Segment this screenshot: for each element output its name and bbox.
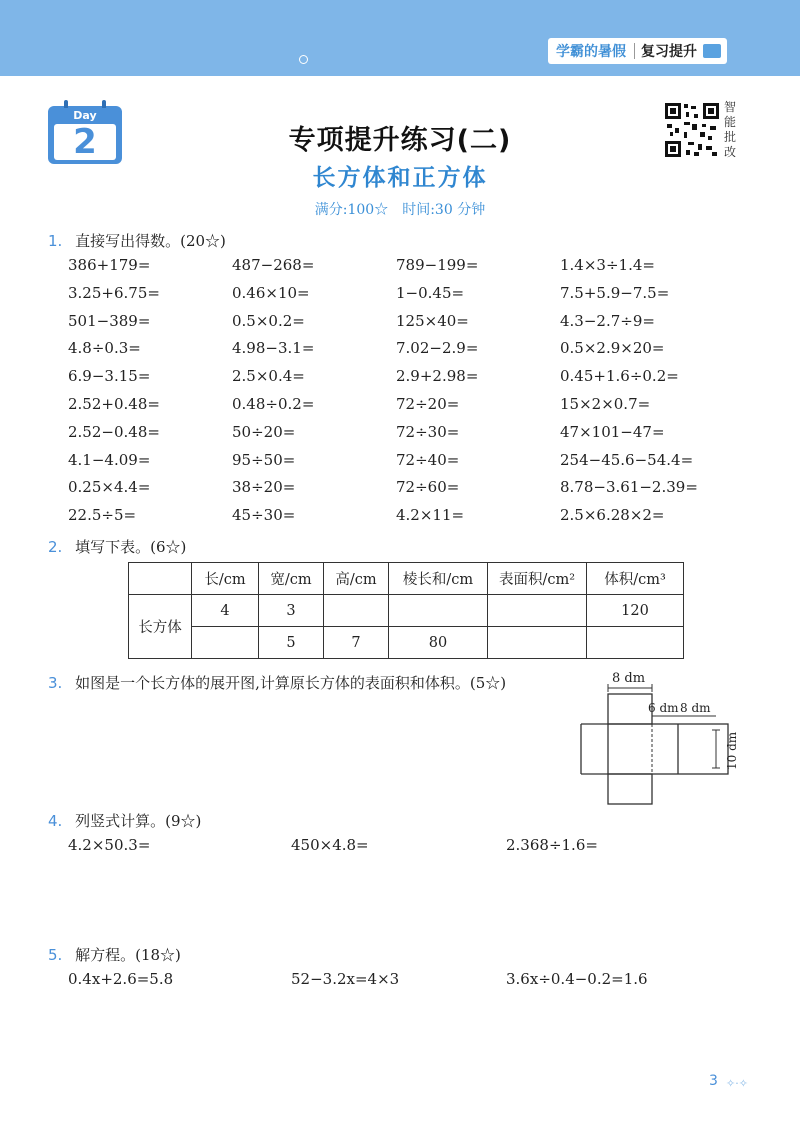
dim-label-top: 8 dm bbox=[612, 671, 646, 686]
table-header: 高/cm bbox=[324, 563, 389, 595]
arithmetic-item: 15×2×0.7= bbox=[560, 395, 651, 413]
table-cell[interactable]: 80 bbox=[389, 627, 488, 659]
dim-label-right: 8 dm bbox=[680, 701, 711, 715]
table-corner-cell bbox=[129, 563, 192, 595]
arithmetic-item: 501−389= bbox=[68, 311, 151, 330]
smart-grading-label bbox=[724, 100, 740, 160]
page-number: 3 bbox=[709, 1073, 718, 1089]
section-title: 填写下表。(6☆) bbox=[75, 538, 187, 556]
arithmetic-item: 2.9+2.98= bbox=[396, 367, 479, 386]
arithmetic-item: 2.5×0.4= bbox=[232, 367, 305, 386]
arithmetic-item: 72÷30= bbox=[396, 422, 460, 441]
net-top-face bbox=[608, 694, 652, 724]
vertical-calc-item: 4.2×50.3= bbox=[68, 836, 151, 854]
brand-badge bbox=[548, 38, 727, 64]
table-cell[interactable]: 3 bbox=[259, 595, 324, 627]
section-4-heading bbox=[48, 810, 201, 831]
dim-label-mid: 6 dm bbox=[648, 701, 679, 715]
arithmetic-item: 72÷60= bbox=[396, 478, 460, 497]
table-cell[interactable]: 4 bbox=[192, 595, 259, 627]
arithmetic-item: 0.48÷0.2= bbox=[232, 395, 315, 413]
arithmetic-item: 95÷50= bbox=[232, 450, 296, 469]
arithmetic-item: 7.02−2.9= bbox=[396, 339, 479, 358]
arithmetic-item: 6.9−3.15= bbox=[68, 367, 151, 386]
table-cell[interactable] bbox=[389, 595, 488, 627]
table-header: 宽/cm bbox=[259, 563, 324, 595]
table-header: 长/cm bbox=[192, 563, 259, 595]
arithmetic-item: 2.52−0.48= bbox=[68, 422, 160, 441]
arithmetic-item: 4.2×11= bbox=[396, 506, 465, 525]
table-row bbox=[129, 627, 684, 659]
section-title: 如图是一个长方体的展开图,计算原长方体的表面积和体积。(5☆) bbox=[75, 674, 507, 692]
section-title: 解方程。(18☆) bbox=[75, 946, 181, 964]
section-5-heading bbox=[48, 944, 181, 965]
arithmetic-item: 125×40= bbox=[396, 311, 469, 330]
arithmetic-item: 254−45.6−54.4= bbox=[560, 450, 694, 469]
arithmetic-item: 3.25+6.75= bbox=[68, 283, 160, 302]
brand-left: 学霸的暑假 bbox=[556, 44, 626, 60]
table-cell[interactable]: 7 bbox=[324, 627, 389, 659]
table-cell[interactable] bbox=[488, 627, 587, 659]
table-row bbox=[129, 595, 684, 627]
table-cell[interactable] bbox=[324, 595, 389, 627]
calendar-rings-icon bbox=[48, 100, 122, 108]
arithmetic-item: 4.3−2.7÷9= bbox=[560, 311, 655, 330]
arithmetic-item: 0.5×2.9×20= bbox=[560, 339, 665, 358]
arithmetic-item: 4.8÷0.3= bbox=[68, 339, 141, 358]
arithmetic-item: 22.5÷5= bbox=[68, 506, 137, 525]
section-title: 列竖式计算。(9☆) bbox=[75, 812, 202, 830]
arithmetic-item: 0.46×10= bbox=[232, 283, 310, 302]
page-subtitle: 长方体和正方体 bbox=[312, 164, 488, 191]
vertical-calc-item: 2.368÷1.6= bbox=[506, 836, 598, 854]
arithmetic-item: 2.5×6.28×2= bbox=[560, 506, 665, 525]
page-decoration-icon: ✧·✧ bbox=[726, 1077, 748, 1090]
equation-item: 52−3.2x=4×3 bbox=[291, 970, 400, 988]
arithmetic-item: 4.98−3.1= bbox=[232, 339, 315, 358]
section-number: 5. bbox=[48, 946, 63, 964]
arithmetic-item: 50÷20= bbox=[232, 422, 296, 441]
arithmetic-item: 0.5×0.2= bbox=[232, 311, 305, 330]
section-number: 3. bbox=[48, 674, 63, 692]
book-icon bbox=[703, 44, 721, 58]
cuboid-net-diagram bbox=[576, 668, 762, 808]
table-cell[interactable]: 120 bbox=[587, 595, 684, 627]
arithmetic-item: 789−199= bbox=[396, 256, 479, 274]
net-bottom-face bbox=[608, 774, 652, 804]
arithmetic-item: 0.45+1.6÷0.2= bbox=[560, 367, 679, 386]
section-3-heading bbox=[48, 672, 506, 693]
table-header: 棱长和/cm bbox=[389, 563, 488, 595]
table-cell[interactable] bbox=[192, 627, 259, 659]
arithmetic-item: 7.5+5.9−7.5= bbox=[560, 283, 670, 302]
section-number: 4. bbox=[48, 812, 63, 830]
arithmetic-item: 487−268= bbox=[232, 256, 315, 274]
arithmetic-item: 72÷40= bbox=[396, 450, 460, 469]
section-number: 2. bbox=[48, 538, 63, 556]
arithmetic-item: 0.25×4.4= bbox=[68, 478, 151, 497]
qr-text-char: 能 bbox=[724, 115, 737, 129]
day-number: 2 bbox=[73, 122, 97, 162]
arithmetic-item: 8.78−3.61−2.39= bbox=[560, 478, 698, 497]
brand-right: 复习提升 bbox=[641, 44, 697, 60]
page-title: 专项提升练习(二) bbox=[288, 125, 512, 156]
qr-text-char: 智 bbox=[724, 100, 737, 114]
equation-item: 3.6x÷0.4−0.2=1.6 bbox=[506, 970, 648, 988]
arithmetic-item: 45÷30= bbox=[232, 506, 296, 525]
section-2-heading bbox=[48, 536, 186, 557]
arithmetic-item: 1−0.45= bbox=[396, 283, 465, 302]
table-header: 表面积/cm² bbox=[488, 563, 587, 595]
equation-item: 0.4x+2.6=5.8 bbox=[68, 970, 174, 988]
dim-label-height: 10 dm bbox=[725, 731, 739, 770]
arithmetic-item: 386+179= bbox=[68, 256, 151, 274]
table-cell[interactable] bbox=[587, 627, 684, 659]
table-cell[interactable] bbox=[488, 595, 587, 627]
section-title: 直接写出得数。(20☆) bbox=[75, 232, 226, 250]
cuboid-table bbox=[128, 562, 684, 659]
header-dot bbox=[299, 55, 308, 64]
arithmetic-item: 1.4×3÷1.4= bbox=[560, 256, 655, 274]
net-middle-strip bbox=[608, 724, 728, 774]
score-time-info: 满分:100☆ 时间:30 分钟 bbox=[314, 202, 486, 218]
qr-text-char: 改 bbox=[724, 145, 737, 159]
arithmetic-item: 4.1−4.09= bbox=[68, 450, 151, 469]
arithmetic-item: 2.52+0.48= bbox=[68, 395, 160, 413]
table-cell[interactable]: 5 bbox=[259, 627, 324, 659]
day-label: Day bbox=[73, 109, 97, 122]
section-1-heading bbox=[48, 230, 226, 251]
section-number: 1. bbox=[48, 232, 63, 250]
vertical-calc-item: 450×4.8= bbox=[291, 836, 369, 854]
qr-code-icon[interactable] bbox=[664, 102, 720, 158]
arithmetic-item: 47×101−47= bbox=[560, 422, 665, 441]
arithmetic-item: 38÷20= bbox=[232, 478, 296, 497]
arithmetic-item: 72÷20= bbox=[396, 395, 460, 413]
qr-text-char: 批 bbox=[724, 130, 737, 144]
table-row-label: 长方体 bbox=[129, 595, 192, 659]
table-header: 体积/cm³ bbox=[587, 563, 684, 595]
